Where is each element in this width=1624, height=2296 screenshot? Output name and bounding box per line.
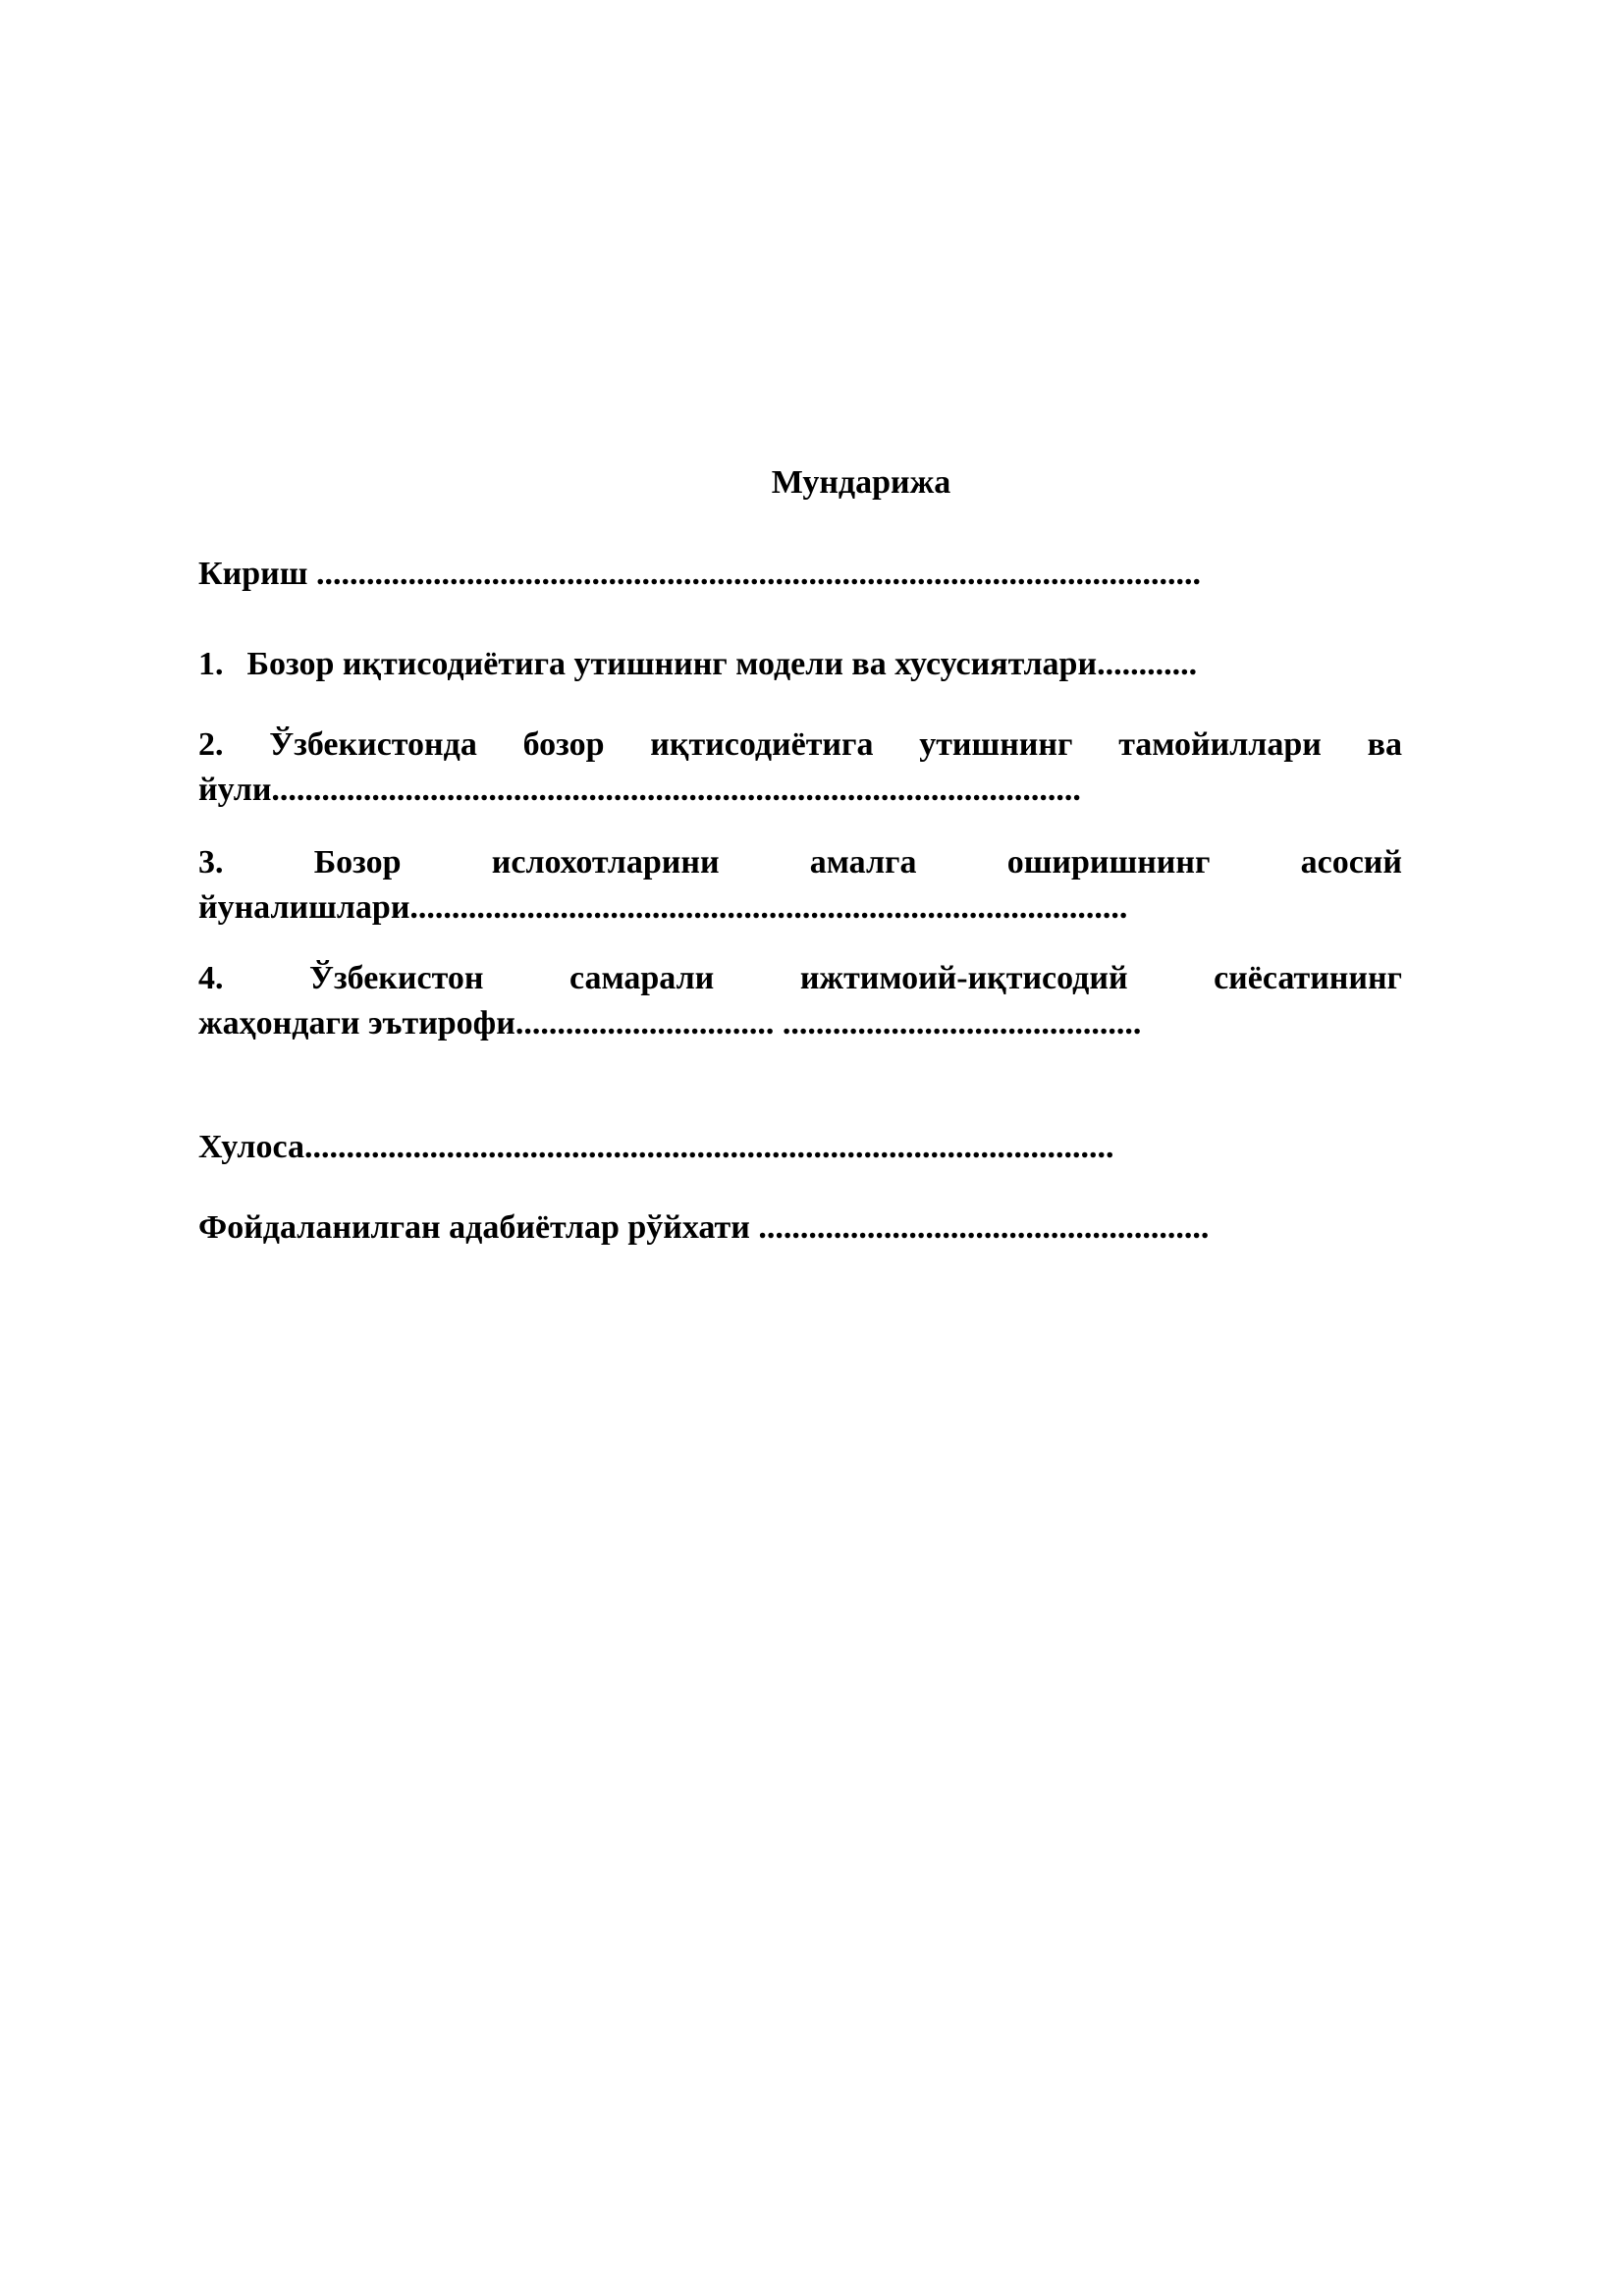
toc-entry-4: [198, 956, 1402, 1046]
toc-word: амалга: [809, 844, 917, 881]
toc-entry-dots: ............................... ...........................................: [514, 1005, 1142, 1041]
toc-entry-line: [198, 768, 1402, 813]
toc-entry-text: йуналишлари: [198, 889, 410, 926]
toc-entry-dots: ............: [1097, 646, 1198, 682]
toc-entry-line: [198, 840, 1402, 885]
toc-entry-text: Бозор иқтисодиётига утишнинг модели ва хусусиятлари: [246, 646, 1098, 682]
toc-word: ислохотларини: [491, 844, 720, 881]
toc-entry-text: Хулоса: [198, 1129, 304, 1165]
toc-entry-conclusion: [198, 1125, 1402, 1170]
toc-word: самарали: [568, 960, 715, 996]
toc-entry-number: 1.: [198, 646, 224, 682]
toc-word: 4.: [198, 960, 224, 996]
toc-entry-line: [198, 722, 1402, 768]
toc-entry-text: Фойдаланилган адабиётлар рўйхати: [198, 1209, 750, 1246]
toc-word: иқтисодиётига: [650, 726, 874, 763]
toc-entry-line: [198, 885, 1402, 931]
toc-word: ва: [1367, 726, 1402, 763]
toc-word: утишнинг: [919, 726, 1073, 763]
toc-entry-line: [198, 1001, 1402, 1046]
toc-word: тамойиллари: [1118, 726, 1322, 763]
toc-entry-references: [198, 1205, 1402, 1251]
toc-entry-introduction: [198, 552, 1402, 597]
toc-entry-1: [198, 642, 1402, 687]
toc-word: Ўзбекистон: [309, 960, 484, 996]
toc-entry-3: [198, 840, 1402, 931]
toc-word: ижтимоий-иқтисодий: [799, 960, 1128, 996]
toc-entry-2: [198, 722, 1402, 813]
toc-word: 2.: [198, 726, 224, 763]
toc-entry-dots: ......................................................: [749, 1209, 1210, 1246]
toc-entry-text: Кириш: [198, 556, 308, 592]
page-title: Мундарижа: [771, 464, 951, 501]
toc-word: Бозор: [313, 844, 402, 881]
toc-word: бозор: [522, 726, 605, 763]
toc-entry-dots: .................................................................................................: [271, 772, 1081, 808]
toc-entry-dots: .................................................................................................: [304, 1129, 1114, 1165]
toc-word: асосий: [1300, 844, 1402, 881]
toc-entry-dots: ......................................................................................: [409, 889, 1128, 926]
toc-entry-text: жаҳондаги эътирофи: [198, 1005, 515, 1041]
toc-word: оширишнинг: [1006, 844, 1211, 881]
toc-entry-line: [198, 956, 1402, 1001]
toc-word: сиёсатининг: [1214, 960, 1402, 996]
toc-word: 3.: [198, 844, 224, 881]
toc-word: Ўзбекистонда: [269, 726, 477, 763]
toc-entry-text: йули: [198, 772, 272, 808]
toc-entry-dots: ..........................................................................................................: [307, 556, 1201, 592]
